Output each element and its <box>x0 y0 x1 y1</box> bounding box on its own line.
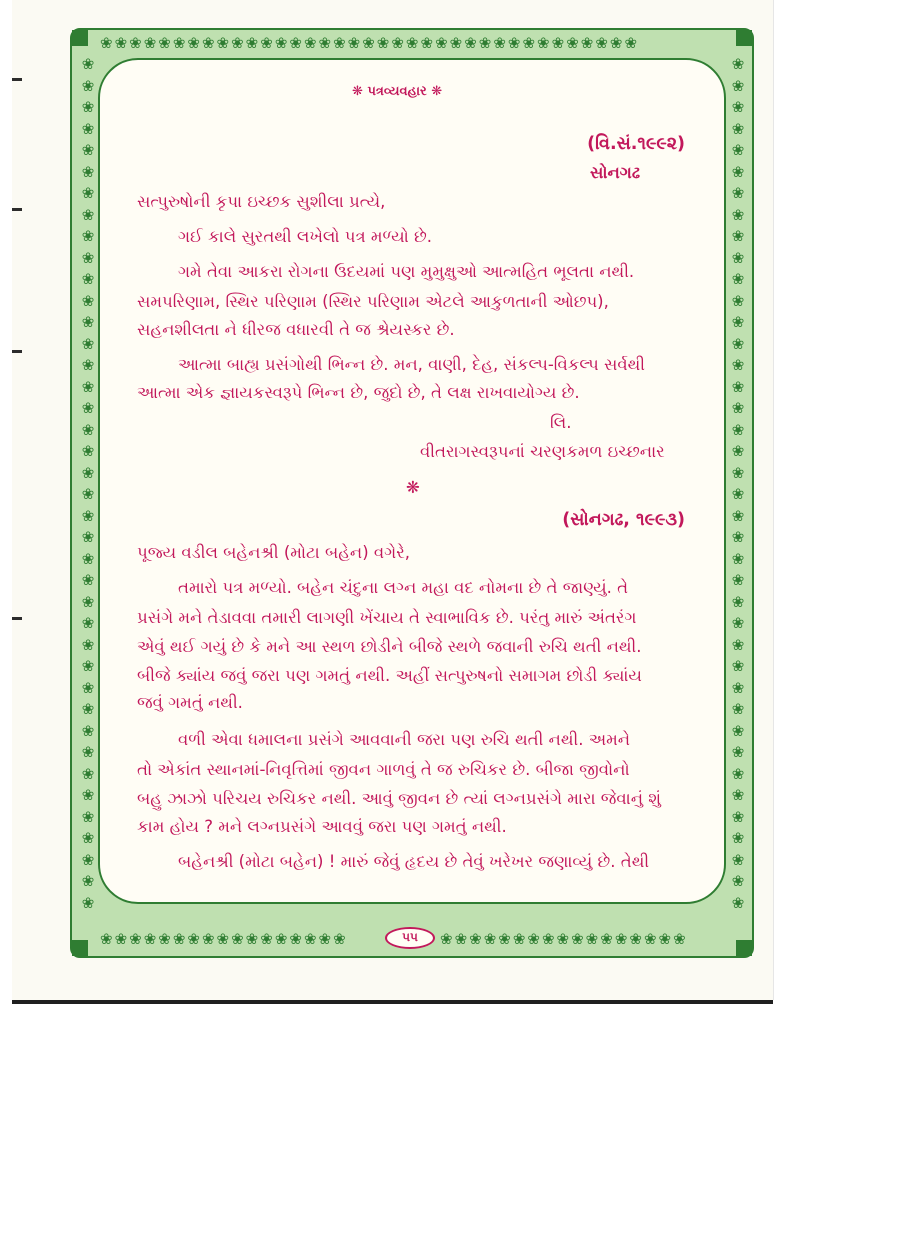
letter2-line: તો એકાંત સ્થાનમાં-નિવૃત્તિમાં જીવન ગાળવું તે જ રુચિકર છે. બીજા જીવોનો <box>137 760 630 779</box>
corner-square-icon <box>736 940 752 956</box>
page-number-badge <box>385 927 435 949</box>
star-icon: ❋ <box>431 84 443 99</box>
letter1-date: (વિ.સં.૧૯૯૨) <box>587 134 685 154</box>
letter2-line: એવું થઈ ગયું છે કે મને આ સ્થળ છોડીને બીજે સ્થળે જવાની રુચિ થતી નથી. <box>137 637 642 656</box>
letter1-line: સહનશીલતા ને ધીરજ વધારવી તે જ શ્રેયસ્કર છે. <box>137 320 455 339</box>
flower-border-top-icon: ❀❀❀❀❀❀❀❀❀❀❀❀❀❀❀❀❀❀❀❀❀❀❀❀❀❀❀❀❀❀❀❀❀❀❀❀❀ <box>100 36 640 51</box>
flower-border-left-icon: ❀ ❀ ❀ ❀ ❀ ❀ ❀ ❀ ❀ ❀ ❀ ❀ ❀ ❀ ❀ ❀ ❀ ❀ ❀ ❀ ❀ ❀ ❀ ❀ ❀ ❀ ❀ ❀ ❀ ❀ ❀ ❀ ❀ ❀ ❀ ❀ ❀ ❀ ❀ ❀ <box>81 55 95 912</box>
corner-square-icon <box>72 30 88 46</box>
letter2-line: જવું ગમતું નથી. <box>137 693 243 712</box>
flower-border-bottom-left-icon: ❀❀❀❀❀❀❀❀❀❀❀❀❀❀❀❀❀ <box>100 932 348 947</box>
letter2-line: બહુ ઝાઝો પરિચય રુચિકર નથી. આવું જીવન છે ત્યાં લગ્નપ્રસંગે મારા જેવાનું શું <box>137 789 661 808</box>
letter1-place: સોનગઢ <box>590 163 641 182</box>
letter1-line: સમપરિણામ, સ્થિર પરિણામ (સ્થિર પરિણામ એટલે આકુળતાની ઓછપ), <box>137 292 609 311</box>
letter1-line: આત્મા એક જ્ઞાયકસ્વરૂપે ભિન્ન છે, જુદો છે, તે લક્ષ રાખવાયોગ્ય છે. <box>137 383 580 402</box>
letter1-salutation: સત્પુરુષોની કૃપા ઇચ્છક સુશીલા પ્રત્યે, <box>137 192 386 211</box>
corner-square-icon <box>736 30 752 46</box>
letter2-line: તમારો પત્ર મળ્યો. બહેન ચંદુના લગ્ન મહા વદ નોમના છે તે જાણ્યું. તે <box>178 578 629 597</box>
letter1-line: આત્મા બાહ્ય પ્રસંગોથી ભિન્ન છે. મન, વાણી, દેહ, સંકલ્પ-વિકલ્પ સર્વથી <box>178 355 645 374</box>
letter1-line: ગઈ કાલે સુરતથી લખેલો પત્ર મળ્યો છે. <box>178 227 433 246</box>
letter2-line: બહેનશ્રી (મોટા બહેન) ! મારું જેવું હૃદય છે તેવું ખરેખર જણાવ્યું છે. તેથી <box>178 852 650 871</box>
letter1-closing-abbrev: લિ. <box>550 413 572 432</box>
binding-mark <box>12 78 22 81</box>
star-icon: ❋ <box>352 84 363 99</box>
letter2-line: પ્રસંગે મને તેડાવવા તમારી લાગણી ખેંચાય તે સ્વાભાવિક છે. પરંતુ મારું અંતરંગ <box>137 608 637 627</box>
binding-mark <box>12 208 22 211</box>
flower-border-right-icon: ❀ ❀ ❀ ❀ ❀ ❀ ❀ ❀ ❀ ❀ ❀ ❀ ❀ ❀ ❀ ❀ ❀ ❀ ❀ ❀ ❀ ❀ ❀ ❀ ❀ ❀ ❀ ❀ ❀ ❀ ❀ ❀ ❀ ❀ ❀ ❀ ❀ ❀ ❀ ❀ <box>731 55 745 912</box>
letter2-salutation: પૂજ્ય વડીલ બહેનશ્રી (મોટા બહેન) વગેરે, <box>137 543 411 562</box>
binding-mark <box>12 350 22 353</box>
letter2-line: બીજે ક્યાંય જવું જરા પણ ગમતું નથી. અહીં સત્પુરુષનો સમાગમ છોડી ક્યાંય <box>137 666 642 685</box>
page-bottom-edge <box>12 1000 773 1004</box>
page-number: ૫૫ <box>402 930 418 944</box>
letter2-date: (સોનગઢ, ૧૯૯૩) <box>562 510 685 530</box>
letter2-line: કામ હોય ? મને લગ્નપ્રસંગે આવવું જરા પણ ગમતું નથી. <box>137 817 507 836</box>
header <box>352 82 442 102</box>
letter1-line: ગમે તેવા આકરા રોગના ઉદયમાં પણ મુમુક્ષુઓ આત્મહિત ભૂલતા નથી. <box>178 262 635 281</box>
flower-border-bottom-right-icon: ❀❀❀❀❀❀❀❀❀❀❀❀❀❀❀❀❀ <box>440 932 688 947</box>
letter2-line: વળી એવા ધમાલના પ્રસંગે આવવાની જરા પણ રુચિ થતી નથી. અમને <box>178 730 631 749</box>
section-title: પત્રવ્યવહાર <box>367 84 427 99</box>
binding-mark <box>12 617 22 620</box>
separator-star-icon: ❋ <box>406 478 420 497</box>
letter1-closing: વીતરાગસ્વરૂપનાં ચરણકમળ ઇચ્છનાર <box>420 442 665 461</box>
corner-square-icon <box>72 940 88 956</box>
